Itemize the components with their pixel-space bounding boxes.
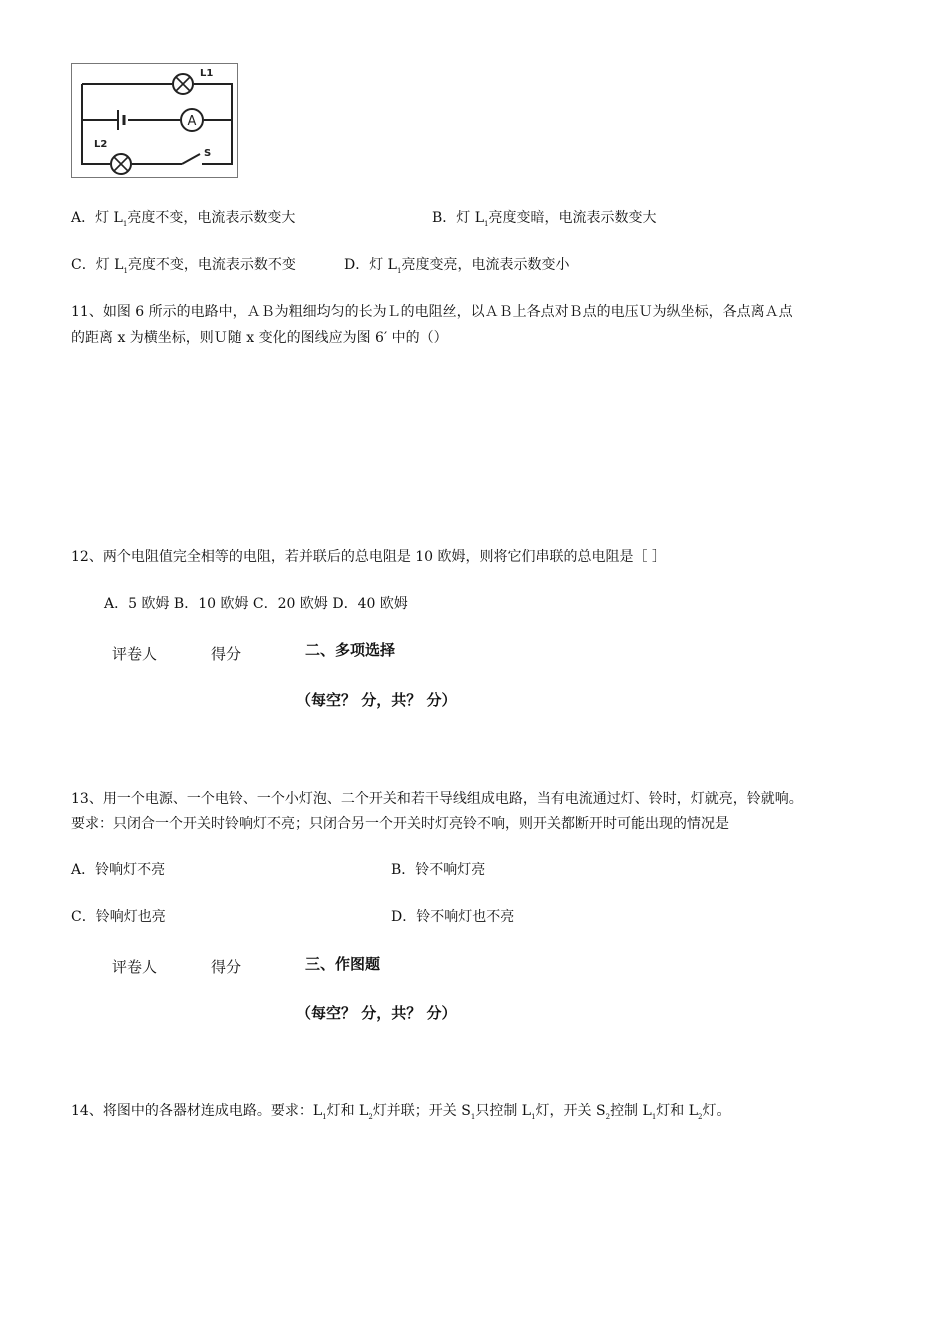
- q11-line-1: 11、如图 6 所示的电路中，ＡＢ为粗细均匀的长为Ｌ的电阻丝，以ＡＢ上各点对Ｂ点的电压Ｕ为纵坐标，各点离Ａ点: [71, 304, 793, 320]
- section2-grader-label: 评卷人: [112, 645, 158, 663]
- section3-grader-label: 评卷人: [112, 958, 158, 976]
- lamp-l2-icon: [111, 154, 131, 174]
- section3-score-label: 得分: [211, 958, 242, 976]
- svg-text:A: A: [187, 114, 197, 129]
- q13-option-d: D．铃不响灯也不亮: [391, 909, 515, 925]
- q13-line-2: 要求：只闭合一个开关时铃响灯不亮；只闭合另一个开关时灯亮铃不响，则开关都断开时可能出现的情况是: [71, 816, 729, 832]
- section2-points: （每空？ 分，共？ 分）: [296, 691, 457, 709]
- section3-title: 三、作图题: [305, 955, 381, 973]
- q13-line-1: 13、用一个电源、一个电铃、一个小灯泡、二个开关和若干导线组成电路，当有电流通过灯、铃时，灯就亮，铃就响。: [71, 791, 803, 807]
- label-l2: L2: [94, 139, 108, 150]
- lamp-l1-icon: [173, 74, 193, 94]
- q10-option-b: B．灯 $L_1$亮度变暗，电流表示数变大: [432, 210, 657, 228]
- circuit-diagram: [72, 64, 237, 177]
- q13-option-b: B．铃不响灯亮: [391, 862, 486, 878]
- section2-title: 二、多项选择: [305, 641, 396, 659]
- ammeter-icon: [181, 109, 203, 131]
- q10-option-c: C．灯 $L_1$亮度不变，电流表示数不变: [71, 257, 296, 275]
- q13-option-c: C．铃响灯也亮: [71, 909, 166, 925]
- label-l1: L1: [200, 68, 214, 79]
- section3-points: （每空？ 分，共？ 分）: [296, 1004, 457, 1022]
- q13-option-a: A．铃响灯不亮: [71, 862, 166, 878]
- circuit-figure: [71, 63, 238, 178]
- q12-options: A．5 欧姆 B．10 欧姆 C．20 欧姆 D．40 欧姆: [104, 596, 408, 612]
- section2-score-label: 得分: [211, 645, 242, 663]
- q12-stem: 12、两个电阻值完全相等的电阻，若并联后的总电阻是 10 欧姆，则将它们串联的总电阻是［ ］: [71, 549, 666, 565]
- q10-option-d: D．灯 $L_1$亮度变亮，电流表示数变小: [344, 257, 570, 275]
- q14-stem: 14、将图中的各器材连成电路。要求：$L_1$灯和 $L_2$灯并联；开关 $S_1$只控制 $L_1$灯，开关 $S_2$控制 $L_1$灯和 $L_2$灯。: [71, 1103, 731, 1121]
- q10-option-a: A．灯 $L_1$亮度不变，电流表示数变大: [71, 210, 296, 228]
- label-s: S: [204, 148, 212, 159]
- q11-line-2: 的距离 x 为横坐标，则Ｕ随 x 变化的图线应为图 6′ 中的（）: [71, 330, 448, 346]
